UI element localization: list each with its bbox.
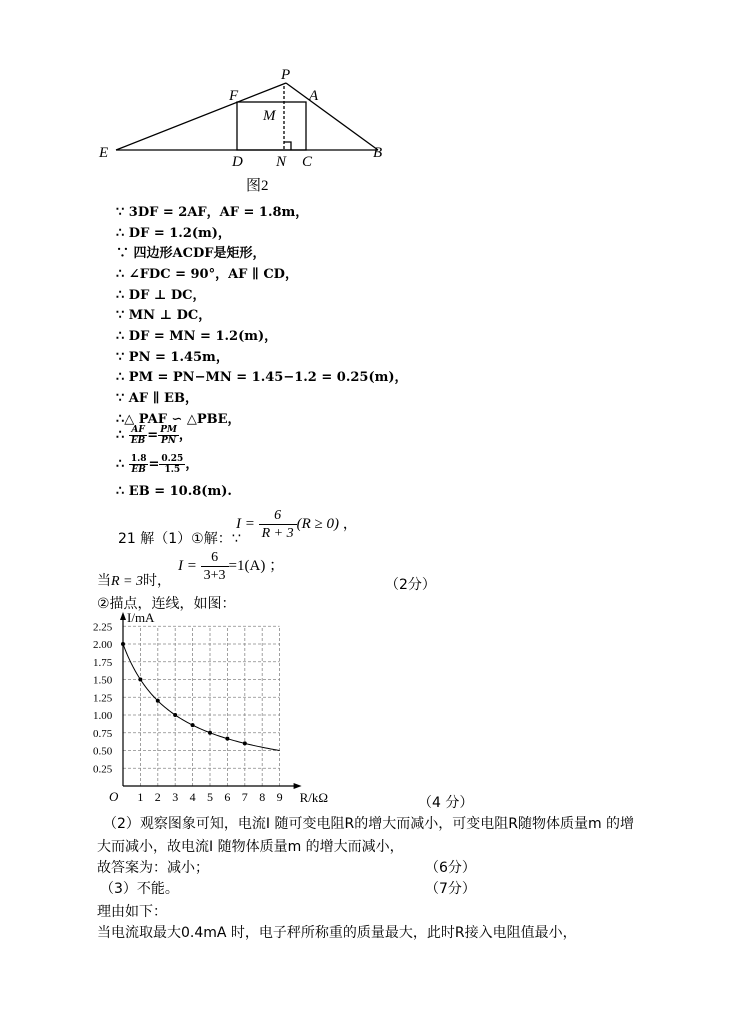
data-point	[225, 737, 229, 741]
data-point	[121, 642, 125, 646]
data-point	[173, 713, 177, 717]
score-7: （7分）	[425, 881, 476, 897]
y-tick-label: 2.25	[93, 621, 113, 634]
proof-line-4: ∴ ∠FDC = 90°，AF ∥ CD，	[116, 267, 298, 282]
fraction-pm-pn: $\frac{PM}{PN}$	[160, 425, 177, 446]
y-tick-label: 0.75	[93, 727, 113, 740]
data-point	[208, 731, 212, 735]
y-tick-label: 1.00	[93, 710, 113, 722]
fraction-025-15: $\frac{0.25}{1.5}$	[161, 454, 184, 475]
x-tick-label: 1	[137, 790, 144, 804]
label-n: N	[276, 154, 287, 170]
proof-line-6: ∵ MN ⊥ DC，	[116, 308, 212, 323]
x-tick-label: 6	[224, 790, 231, 804]
right-angle-mark	[284, 142, 291, 150]
data-point	[191, 723, 195, 727]
x-tick-label: 9	[276, 790, 283, 804]
label-b: B	[373, 145, 383, 161]
origin-label: O	[109, 789, 119, 804]
label-f: F	[229, 88, 239, 104]
part3: （3）不能。	[100, 881, 179, 897]
curve-line	[123, 644, 280, 751]
score-2: （2分）	[385, 577, 436, 593]
score-4: （4 分）	[418, 795, 474, 811]
y-tick-label: 1.75	[93, 656, 113, 669]
x-axis-arrow	[294, 783, 302, 789]
q21-formula: I = $\frac{6}{R + 3}$ (R ≥ 0) ，	[236, 508, 358, 541]
x-tick-label: 2	[154, 790, 161, 804]
label-m: M	[263, 108, 276, 124]
q21-heading: 21 解（1）①解：∵	[118, 531, 241, 547]
y-tick-label: 1.50	[93, 674, 113, 687]
y-tick-label: 0.50	[93, 745, 113, 758]
part2-line-1: （2）观察图象可知，电流I 随可变电阻R的增大而减小，可变电阻R随物体质量m 的增	[103, 816, 635, 832]
y-axis-arrow	[120, 612, 126, 620]
proof-line-8: ∵ PN = 1.45m，	[116, 350, 229, 365]
x-axis-label: R/kΩ	[299, 790, 329, 805]
score-6: （6分）	[425, 860, 476, 876]
fraction-6-r3: $\frac{6}{R + 3}$	[259, 507, 297, 542]
proof-line-5: ∴ DF ⊥ DC，	[116, 288, 206, 303]
when-line: 当R = 3时，	[97, 573, 171, 589]
x-tick-label: 5	[207, 790, 213, 804]
label-p: P	[281, 67, 291, 83]
answer-label: 故答案为：减小；	[97, 860, 209, 876]
current-resistance-chart	[90, 610, 330, 808]
x-tick-label: 4	[189, 790, 196, 804]
label-e: E	[99, 145, 109, 161]
proof-line-9: ∴ PM = PN−MN = 1.45−1.2 = 0.25(m)，	[116, 370, 408, 385]
proof-line-11: ∴△ PAF ∽ △PBE，	[116, 412, 241, 427]
eb-result: ∴ EB = 10.8(m).	[116, 484, 232, 499]
calc-formula: I = $\frac{6}{3+3}$ =1(A) ；	[178, 550, 285, 583]
fraction-6-33: $\frac{6}{3+3}$	[201, 549, 229, 584]
step-2: ②描点，连线，如图：	[97, 596, 236, 612]
label-c: C	[302, 154, 313, 170]
label-a: A	[309, 88, 319, 104]
proof-line-3: ∵ 四边形ACDF是矩形，	[116, 246, 266, 261]
proof-line-1: ∵ 3DF = 2AF，AF = 1.8m，	[116, 205, 309, 220]
proof-line-7: ∴ DF = MN = 1.2(m)，	[116, 329, 278, 344]
x-tick-label: 3	[172, 790, 179, 804]
last-line: 当电流取最大0.4mA 时，电子秤所称重的质量最大，此时R接入电阻值最小，	[97, 925, 577, 941]
proof-line-2: ∴ DF = 1.2(m)，	[116, 226, 231, 241]
x-tick-label: 7	[241, 790, 248, 804]
line-pb	[286, 83, 378, 150]
figure-2	[90, 62, 400, 197]
ratio-line-1: ∴ $\frac{AF}{EB}$ = $\frac{PM}{PN}$ ，	[116, 425, 192, 446]
data-point	[156, 699, 160, 703]
data-point	[243, 741, 247, 745]
fraction-af-eb: $\frac{AF}{EB}$	[130, 425, 146, 446]
proof-line-10: ∵ AF ∥ EB，	[116, 391, 198, 406]
ratio-line-2: ∴ $\frac{1.8}{EB}$ = $\frac{0.25}{1.5}$ ，	[116, 454, 199, 475]
part2-line-2: 大而减小，故电流I 随物体质量m 的增大而减小，	[97, 839, 404, 855]
data-point	[138, 678, 142, 682]
fraction-18-eb: $\frac{1.8}{EB}$	[130, 454, 147, 475]
line-ep	[116, 83, 286, 150]
label-d: D	[232, 154, 243, 170]
figure-caption: 图2	[246, 178, 269, 194]
reason-label: 理由如下：	[97, 904, 167, 920]
x-tick-label: 8	[259, 790, 266, 804]
y-tick-label: 1.25	[93, 692, 113, 705]
y-axis-label: I/mA	[127, 610, 155, 625]
y-tick-label: 0.25	[93, 763, 113, 776]
y-tick-label: 2.00	[93, 639, 113, 651]
